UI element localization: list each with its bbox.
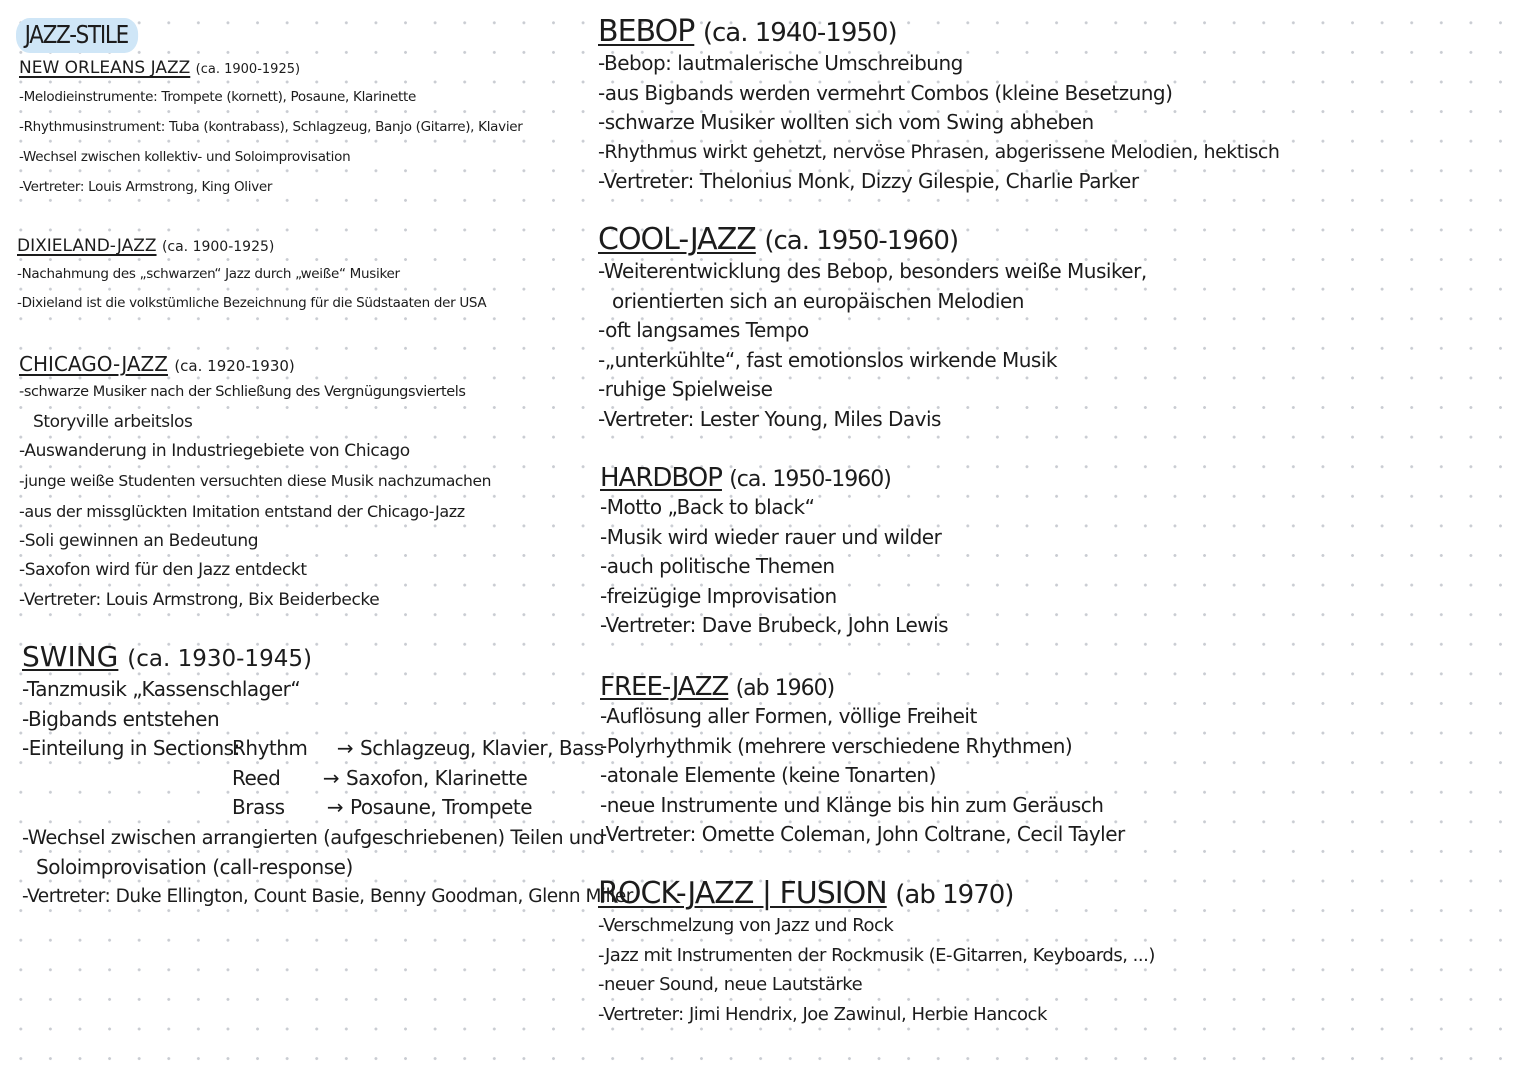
arrow-icon: → — [322, 765, 340, 790]
sections-row-brass — [22, 793, 633, 823]
list-item: -freizügige Improvisation — [600, 583, 837, 608]
section-years: (ab 1970) — [895, 880, 1014, 910]
section-heading — [600, 463, 948, 493]
section-label: Brass — [232, 795, 285, 820]
list-item: -Vertreter: Louis Armstrong, Bix Beiderbecke — [19, 589, 380, 610]
list-item: -Vertreter: Dave Brubeck, John Lewis — [600, 613, 949, 638]
sections-row-reed — [22, 764, 633, 794]
section-name: HARDBOP — [600, 463, 722, 493]
list-item: -junge weiße Studenten versuchten diese Musik nachzumachen — [19, 472, 492, 491]
list-item: orientierten sich an europäischen Melodien — [612, 288, 1024, 313]
section-name: DIXIELAND-JAZZ — [17, 236, 157, 256]
list-item: -ruhige Spielweise — [598, 377, 773, 402]
section-years: (ca. 1900-1925) — [161, 239, 275, 255]
section-name: COOL-JAZZ — [598, 222, 756, 257]
section-heading — [19, 58, 523, 78]
list-item: -Verschmelzung von Jazz und Rock — [598, 915, 894, 936]
list-item: -aus der missglückten Imitation entstand der Chicago-Jazz — [19, 501, 465, 521]
list-item: -Soli gewinnen an Bedeutung — [19, 530, 259, 551]
list-item: -Rhythmus wirkt gehetzt, nervöse Phrasen, abgerissene Melodien, hektisch — [598, 140, 1280, 163]
list-item: -Auswanderung in Industriegebiete von Chicago — [19, 441, 410, 462]
list-item: -auch politische Themen — [600, 554, 835, 579]
section-heading — [598, 876, 1155, 911]
section-name: FREE-JAZZ — [600, 672, 729, 702]
list-item: -schwarze Musiker wollten sich vom Swing abheben — [598, 110, 1094, 135]
list-item: -neuer Sound, neue Lautstärke — [598, 974, 863, 996]
section-name: ROCK-JAZZ | FUSION — [598, 876, 887, 911]
list-item: -Melodieinstrumente: Trompete (kornett), Posaune, Klarinette — [19, 89, 416, 105]
section-chicago-jazz — [19, 352, 491, 616]
list-item: -Rhythmusinstrument: Tuba (kontrabass), Schlagzeug, Banjo (Gitarre), Klavier — [19, 119, 523, 135]
list-item: -Wechsel zwischen kollektiv- und Soloimprovisation — [19, 149, 351, 165]
list-item: -Bebop: lautmalerische Umschreibung — [598, 51, 963, 75]
section-years: (ca. 1930-1945) — [127, 646, 312, 672]
sections-intro: -Einteilung in Sections: — [22, 736, 240, 761]
list-item: -„unterkühlte“, fast emotionslos wirkende Musik — [598, 347, 1057, 372]
list-item: -atonale Elemente (keine Tonarten) — [600, 763, 936, 788]
section-rock-jazz-fusion — [598, 876, 1155, 1029]
list-item: -aus Bigbands werden vermehrt Combos (kleine Besetzung) — [598, 80, 1173, 105]
section-heading — [17, 236, 486, 256]
list-item: -Vertreter: Thelonius Monk, Dizzy Gilespie, Charlie Parker — [598, 169, 1139, 194]
section-years: (ca. 1900-1925) — [195, 62, 301, 77]
arrow-icon: → — [336, 736, 354, 761]
list-item: -Saxofon wird für den Jazz entdeckt — [19, 560, 307, 581]
list-item: -Vertreter: Louis Armstrong, King Oliver — [19, 179, 273, 195]
list-item: -Auflösung aller Formen, völlige Freiheit — [600, 704, 977, 728]
section-bebop — [598, 14, 1279, 197]
section-dixieland-jazz — [17, 236, 486, 318]
section-years: (ab 1960) — [735, 676, 835, 701]
list-item: -Tanzmusik „Kassenschlager“ — [22, 677, 301, 701]
list-item: -schwarze Musiker nach der Schließung des Vergnügungsviertels — [19, 384, 466, 400]
section-label: Rhythm — [232, 736, 308, 761]
section-heading — [598, 222, 1147, 257]
list-item: -Weiterentwicklung des Bebop, besonders weiße Musiker, — [598, 259, 1147, 283]
list-item: -Dixieland ist die volkstümliche Bezeichnung für die Südstaaten der USA — [17, 295, 487, 311]
section-heading — [600, 672, 1125, 702]
section-cool-jazz — [598, 222, 1147, 435]
list-item: -Motto „Back to black“ — [600, 495, 815, 519]
sections-row-rhythm — [22, 734, 633, 764]
section-free-jazz — [600, 672, 1125, 850]
list-item: -Jazz mit Instrumenten der Rockmusik (E-Gitarren, Keyboards, ...) — [598, 944, 1155, 966]
section-name: NEW ORLEANS JAZZ — [19, 58, 191, 78]
list-item: -oft langsames Tempo — [598, 318, 809, 343]
section-new-orleans-jazz — [19, 58, 523, 202]
list-item: -Vertreter: Duke Ellington, Count Basie, Benny Goodman, Glenn Miller — [22, 886, 633, 908]
section-years: (ca. 1950-1960) — [764, 226, 959, 256]
list-item: -Wechsel zwischen arrangierten (aufgeschriebenen) Teilen und — [22, 825, 605, 849]
list-item: Soloimprovisation (call-response) — [36, 854, 353, 879]
section-heading — [598, 14, 1279, 49]
section-heading — [22, 640, 633, 673]
list-item: -Vertreter: Jimi Hendrix, Joe Zawinul, Herbie Hancock — [598, 1003, 1047, 1025]
section-heading — [19, 352, 491, 376]
arrow-icon: → — [326, 795, 344, 820]
list-item: -Polyrhythmik (mehrere verschiedene Rhythmen) — [600, 733, 1073, 758]
section-hardbop — [600, 463, 948, 641]
list-item: -Vertreter: Lester Young, Miles Davis — [598, 406, 941, 431]
list-item: -neue Instrumente und Klänge bis hin zum Geräusch — [600, 792, 1104, 817]
section-years: (ca. 1940-1950) — [702, 18, 897, 48]
section-name: SWING — [22, 640, 119, 673]
section-years: (ca. 1950-1960) — [729, 467, 891, 492]
section-value: Saxofon, Klarinette — [346, 765, 528, 790]
section-swing — [22, 640, 633, 912]
section-name: CHICAGO-JAZZ — [19, 352, 168, 376]
list-item: -Vertreter: Omette Coleman, John Coltrane, Cecil Tayler — [600, 822, 1125, 847]
section-value: Schlagzeug, Klavier, Bass — [360, 736, 604, 761]
list-item: -Nachahmung des „schwarzen“ Jazz durch „weiße“ Musiker — [17, 266, 400, 282]
list-item: -Bigbands entstehen — [22, 706, 220, 731]
section-value: Posaune, Trompete — [350, 795, 533, 820]
page-title: JAZZ-STILE — [16, 18, 138, 53]
section-years: (ca. 1920-1930) — [174, 357, 295, 375]
list-item: Storyville arbeitslos — [33, 411, 193, 432]
section-name: BEBOP — [598, 14, 695, 49]
section-label: Reed — [232, 765, 281, 790]
list-item: -Musik wird wieder rauer und wilder — [600, 524, 942, 549]
